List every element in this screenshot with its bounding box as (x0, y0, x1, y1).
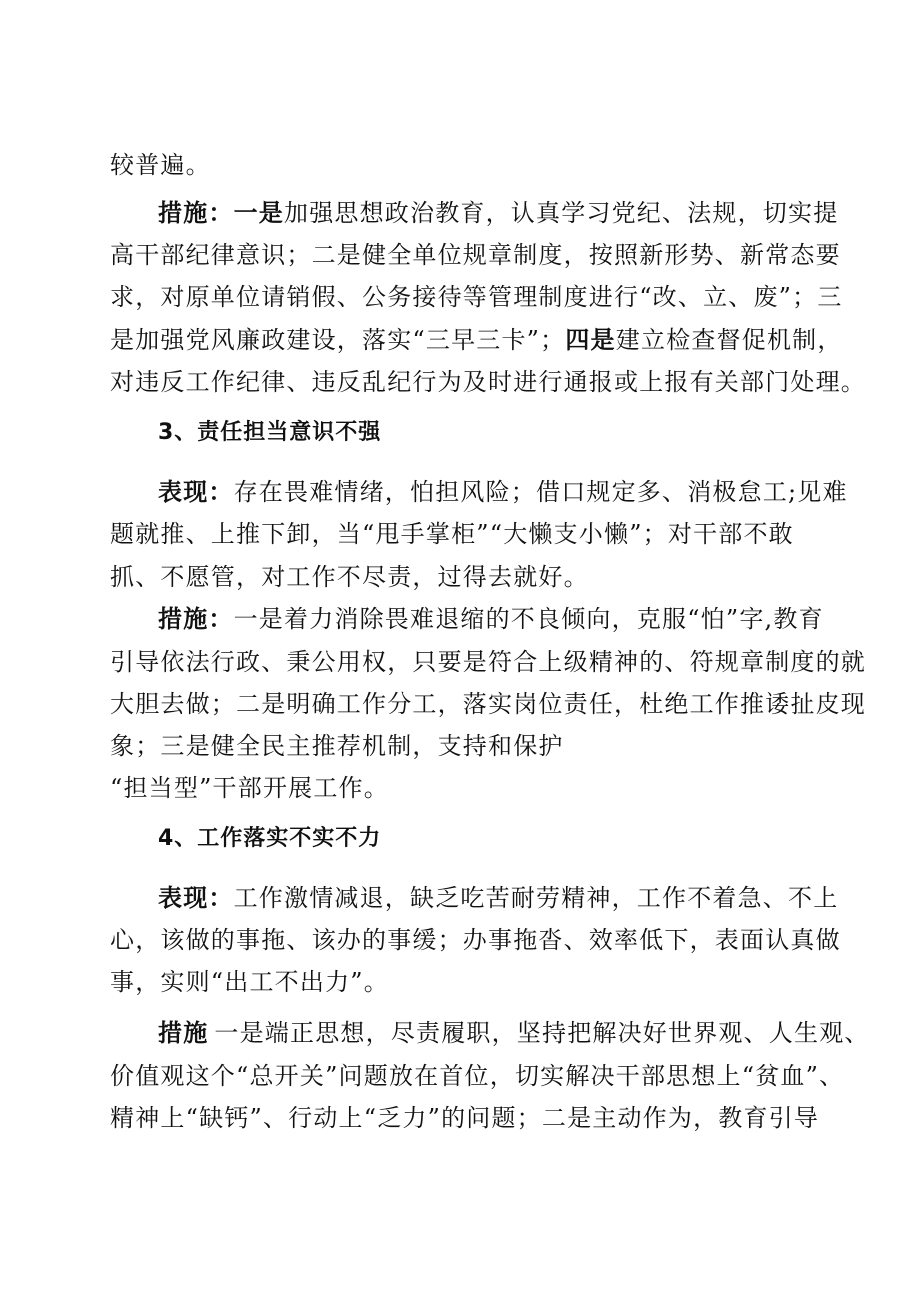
text-run: 是加强党风廉政建设，落实“三早三卡”； (110, 326, 566, 354)
text-run: 一是着力消除畏难退缩的不良倾向，克服“怕”字,教育 (233, 605, 824, 633)
text-line (110, 967, 389, 997)
text-line (110, 689, 866, 719)
text-line (110, 731, 564, 761)
text-run: “担当型”干部开展工作。 (110, 774, 389, 802)
text-line (110, 562, 589, 592)
section-heading-3: 3、责任担当意识不强 (158, 420, 382, 445)
text-line (110, 325, 843, 355)
text-line (110, 282, 843, 312)
text-run: 较普遍。 (110, 151, 211, 179)
paragraph-measures-3 (158, 1018, 870, 1048)
text-run: 引导依法行政、秉公用权，只要是符合上级精神的、符规章制度的就 (110, 648, 866, 676)
text-line (110, 1061, 844, 1091)
text-run: 对违反工作纪律、违反乱纪行为及时进行通报或上报有关部门处理。 (110, 368, 866, 396)
paragraph-measures-2 (158, 604, 824, 634)
text-line (110, 925, 841, 955)
text-run: 高干部纪律意识；二是健全单位规章制度，按照新形势、新常态要 (110, 241, 841, 269)
text-run: 存在畏难情绪，怕担风险；借口规定多、消极怠工;见难 (233, 478, 848, 506)
text-run: 工作激情减退，缺乏吃苦耐劳精神，工作不着急、不上 (233, 884, 839, 912)
text-run: 事，实则“出工不出力”。 (110, 968, 389, 996)
text-run: 价值观这个“总开关”问题放在首位，切实解决干部思想上“贫血”、 (110, 1062, 845, 1090)
text-line (110, 647, 866, 677)
text-run: 象；三是健全民主推荐机制，支持和保护 (110, 732, 564, 760)
text-line (110, 367, 866, 397)
section-heading-4: 4、工作落实不实不力 (158, 826, 382, 851)
text-run: 精神上“缺钙”、行动上“乏力”的问题；二是主动作为，教育引导 (110, 1104, 820, 1132)
measures-label: 措施： (158, 604, 234, 633)
text-line (110, 240, 841, 270)
text-line (110, 773, 389, 803)
text-run: 抓、不愿管，对工作不尽责，过得去就好。 (110, 563, 589, 591)
paragraph-manifestation-1 (158, 477, 848, 507)
text-run: 大胆去做；二是明确工作分工，落实岗位责任，杜绝工作推诿扯皮现 (110, 690, 866, 718)
manifestation-label: 表现： (158, 883, 234, 912)
text-run: 心，该做的事拖、该办的事缓；办事拖沓、效率低下，表面认真做 (110, 926, 841, 954)
text-run: 建立检查督促机制， (615, 326, 843, 354)
bold-run: 四是 (565, 325, 616, 354)
text-line (110, 1103, 819, 1133)
measures-label: 措施：一是 (158, 198, 284, 227)
text-run: 一是端正思想，尽责履职，坚持把解决好世界观、人生观、 (214, 1019, 870, 1047)
measures-label: 措施 (158, 1018, 209, 1047)
manifestation-label: 表现： (158, 477, 234, 506)
text-run: 加强思想政治教育，认真学习党纪、法规，切实提 (284, 199, 839, 227)
text-run: 求，对原单位请销假、公务接待等管理制度进行“改、立、废”；三 (110, 283, 843, 311)
text-line (110, 519, 794, 549)
text-run: 题就推、上推下卸，当“甩手掌柜”“大懒支小懒”；对干部不敢 (110, 520, 794, 548)
paragraph-measures-1 (158, 198, 838, 228)
paragraph-manifestation-2 (158, 883, 838, 913)
text-line (110, 150, 211, 180)
